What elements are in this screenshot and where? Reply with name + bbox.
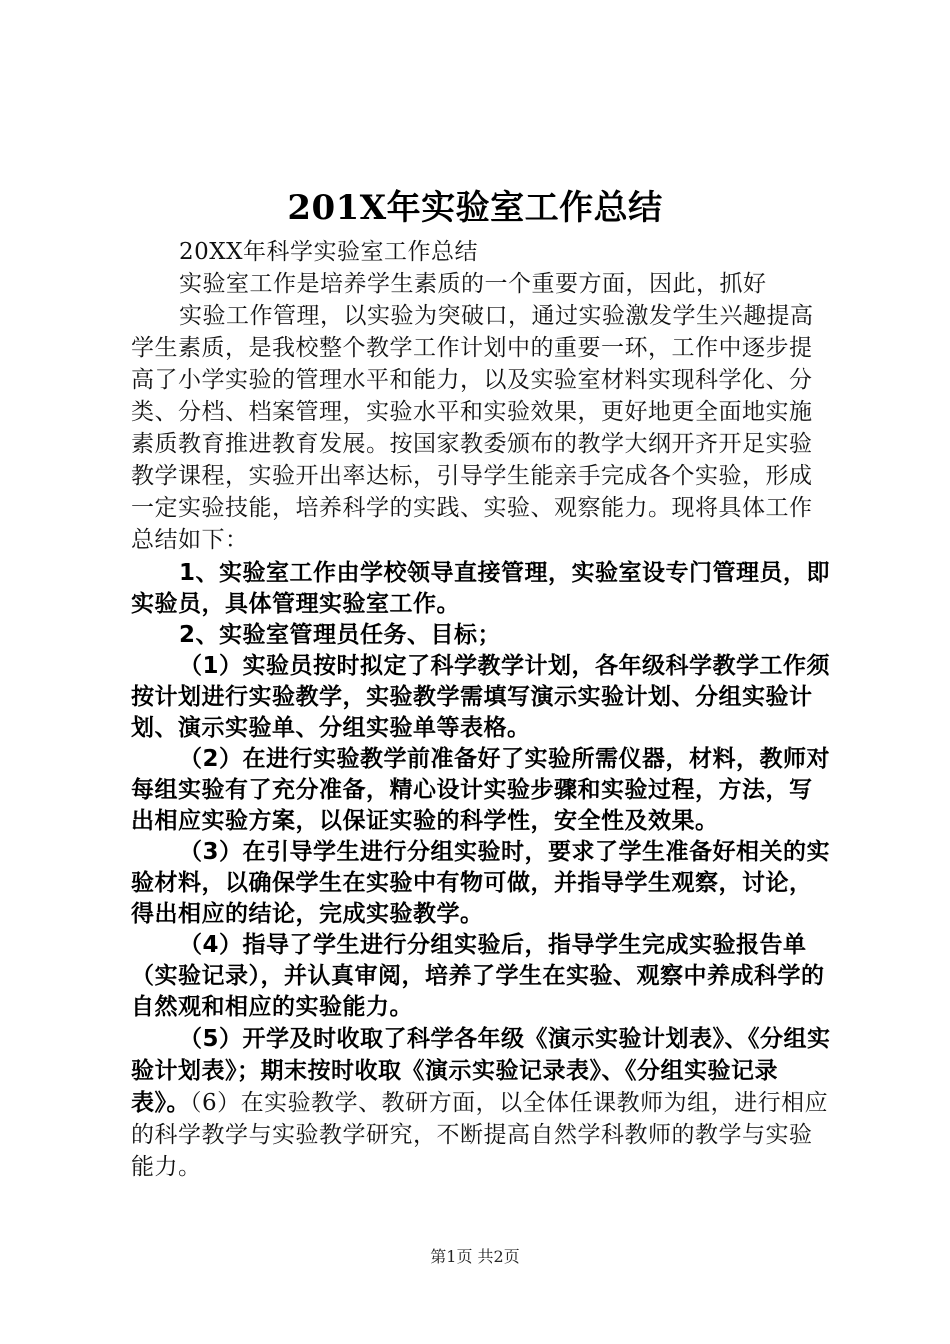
paragraph-sub-5: （5）开学及时收取了科学各年级《演示实验计划表》、《分组实验计划表》；期末按时收取《演示实验记录表》、《分组实验记录表》。 xyxy=(131,1026,831,1116)
page-footer: 第1页 共2页 xyxy=(430,1247,520,1266)
document-title: 201X年实验室工作总结 xyxy=(287,188,663,228)
paragraph-intro: 实验室工作是培养学生素质的一个重要方面，因此，抓好 xyxy=(179,271,767,297)
paragraph-sub-3: （3）在引导学生进行分组实验时，要求了学生准备好相关的实验材料，以确保学生在实验中有物可做，并指导学生观察，讨论，得出相应的结论，完成实验教学。 xyxy=(131,839,831,927)
paragraph-sub-2: （2）在进行实验教学前准备好了实验所需仪器，材料，教师对每组实验有了充分准备，精心设计实验步骤和实验过程，方法，写出相应实验方案，以保证实验的科学性，安全性及效果。 xyxy=(131,746,831,834)
paragraph-sub-1: （1）实验员按时拟定了科学教学计划，各年级科学教学工作须按计划进行实验教学，实验教学需填写演示实验计划、分组实验计划、演示实验单、分组实验单等表格。 xyxy=(131,653,831,741)
paragraph-subtitle: 20XX年科学实验室工作总结 xyxy=(179,239,479,265)
paragraph-item-2: 2、实验室管理员任务、目标； xyxy=(179,622,502,648)
paragraph-sub-4: （4）指导了学生进行分组实验后，指导学生完成实验报告单（实验记录），并认真审阅，培养了学生在实验、观察中养成科学的自然观和相应的实验能力。 xyxy=(131,932,825,1020)
paragraph-item-1: 1、实验室工作由学校领导直接管理，实验室设专门管理员，即实验员，具体管理实验室工作。 xyxy=(131,560,831,617)
paragraph-intro-body: 实验工作管理，以实验为突破口，通过实验激发学生兴趣提高学生素质，是我校整个教学工作计划中的重要一环，工作中逐步提高了小学实验的管理水平和能力，以及实验室材料实现科学化、分类、分档、档案管理，实验水平和实验效果，更好地更全面地实施素质教育推进教育发展。按国家教委颁布的教学大纲开齐开足实验教学课程，实验开出率达标，引导学生能亲手完成各个实验，形成一定实验技能，培养科学的实践、实验、观察能力。现将具体工作总结如下： xyxy=(131,303,814,553)
paragraph-sub-5-6 xyxy=(131,1023,831,1183)
paragraph-sub-6: （6）在实验教学、教研方面，以全体任课教师为组，进行相应的科学教学与实验教学研究，不断提高自然学科教师的教学与实验能力。 xyxy=(131,1090,829,1180)
document-body xyxy=(131,236,831,1183)
